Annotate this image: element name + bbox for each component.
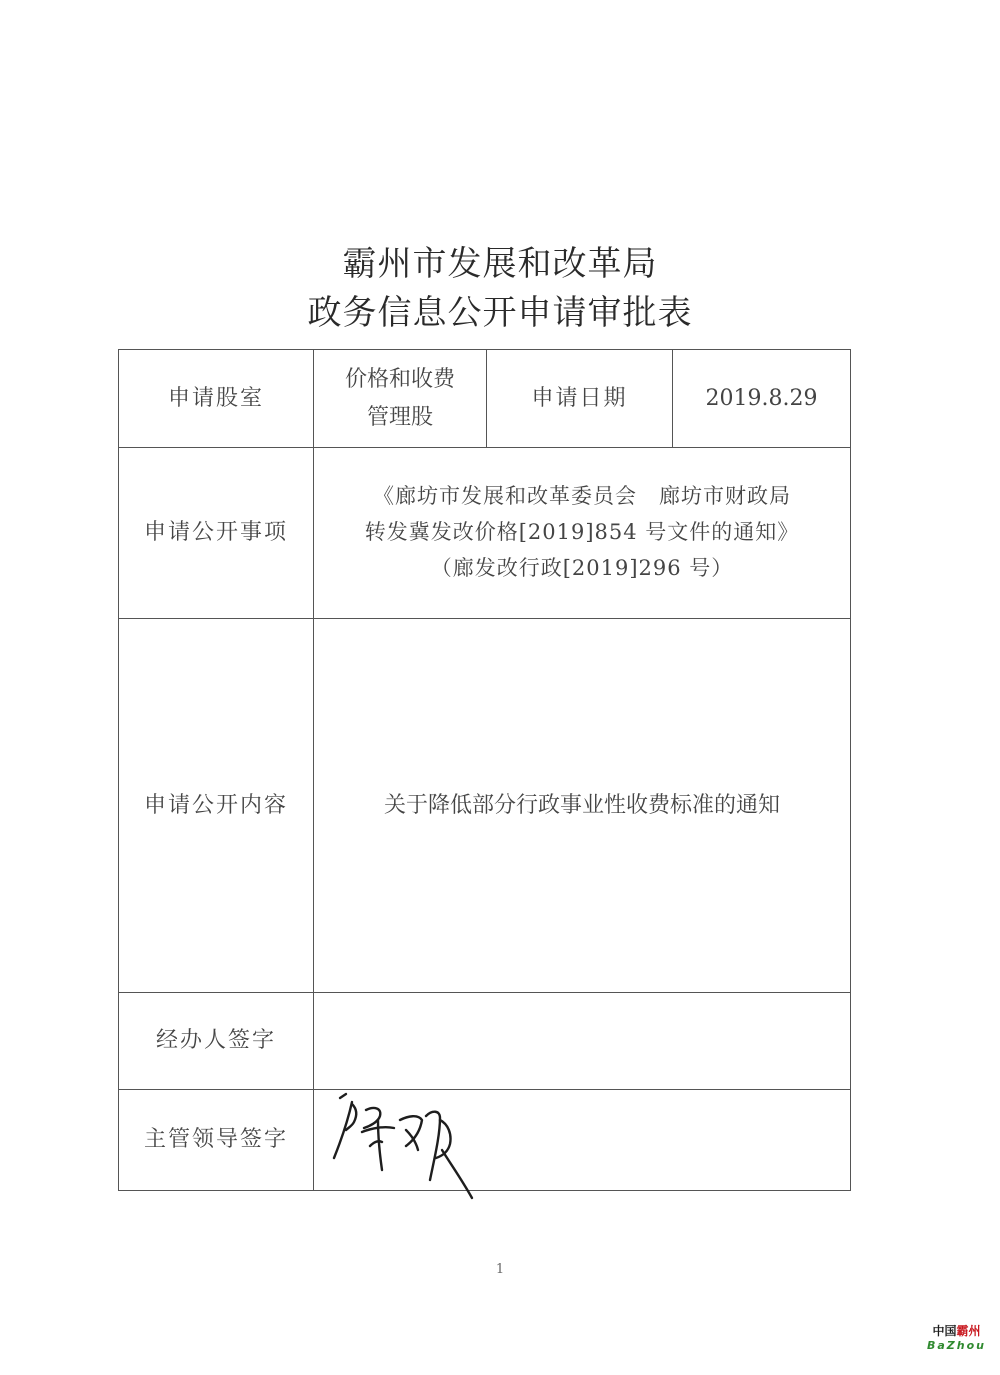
form-row-supervisor	[119, 1090, 851, 1191]
matter-line3: （廊发改行政[2019]296 号）	[430, 555, 734, 580]
supervisor-label: 主管领导签字	[119, 1090, 314, 1191]
dept-value	[314, 350, 487, 448]
document-title-line1: 霸州市发展和改革局	[342, 244, 658, 284]
handwritten-signature	[322, 1080, 492, 1210]
watermark-line2: BaZhou	[926, 1339, 986, 1352]
matter-line1: 《廊坊市发展和改革委员会 廊坊市财政局	[373, 484, 791, 509]
watermark-line1	[927, 1322, 986, 1339]
dept-value-line2: 管理股	[366, 404, 433, 430]
document-title-line2: 政务信息公开申请审批表	[307, 293, 693, 333]
matter-label: 申请公开事项	[119, 448, 314, 619]
matter-value	[314, 448, 851, 619]
matter-line2: 转发冀发改价格[2019]854 号文件的通知》	[364, 520, 800, 545]
handler-label: 经办人签字	[119, 993, 314, 1090]
handler-signature-area	[314, 993, 851, 1090]
site-watermark-logo	[927, 1322, 986, 1352]
form-row-handler	[119, 993, 851, 1090]
supervisor-signature-area	[314, 1090, 851, 1191]
dept-value-line1: 价格和收费	[344, 367, 455, 393]
content-label: 申请公开内容	[119, 619, 314, 993]
dept-label: 申请股室	[119, 350, 314, 448]
form-row-content	[119, 619, 851, 993]
page-number: 1	[495, 1262, 505, 1277]
approval-form-table	[118, 349, 851, 1191]
content-value: 关于降低部分行政事业性收费标准的通知	[314, 619, 851, 993]
date-label: 申请日期	[487, 350, 673, 448]
watermark-text-china: 中国	[932, 1324, 957, 1338]
form-row-matter	[119, 448, 851, 619]
form-row-department	[119, 350, 851, 448]
date-value: 2019.8.29	[673, 350, 851, 448]
watermark-text-bazhou: 霸州	[956, 1324, 981, 1338]
